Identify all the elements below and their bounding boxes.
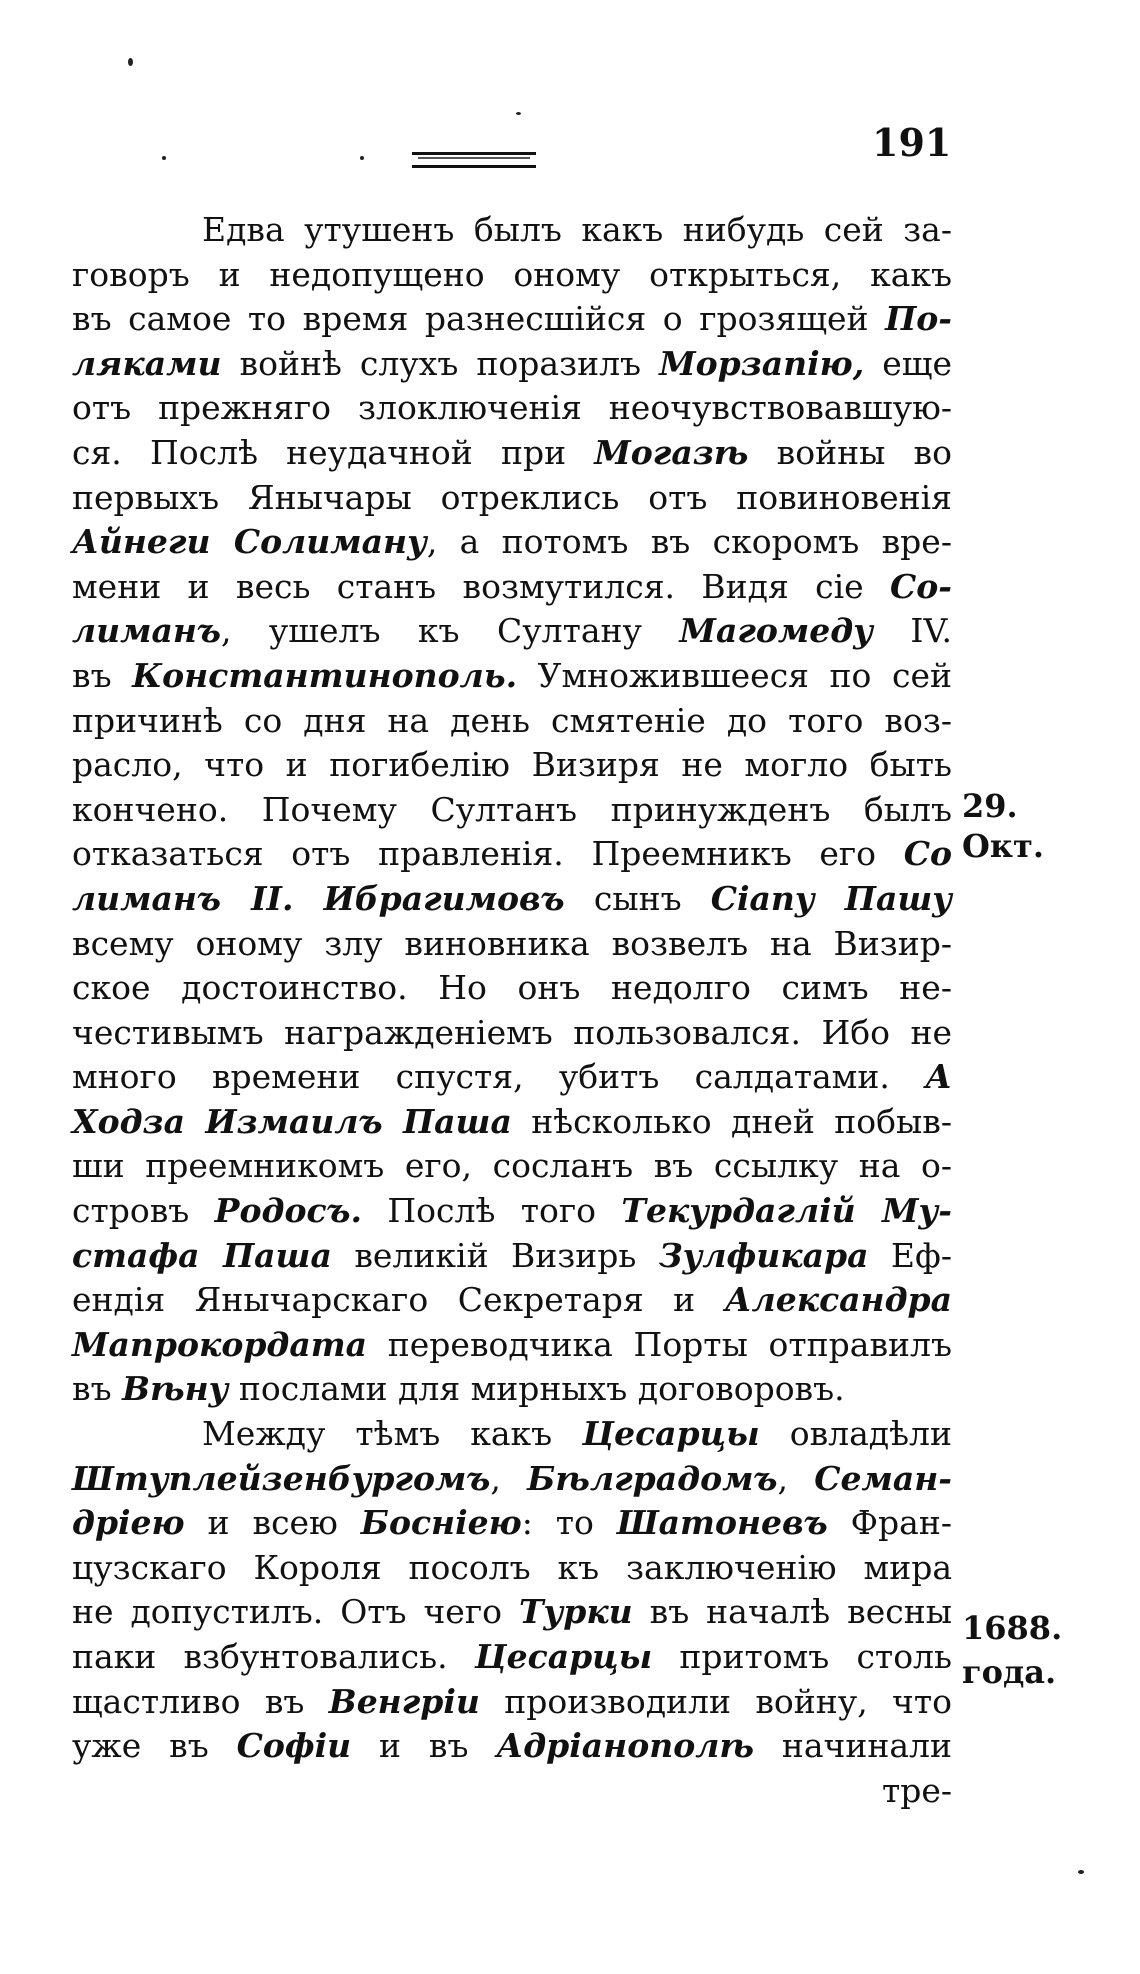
text-line <box>72 966 952 1011</box>
margin-note-date-month: Окт. <box>962 827 1044 865</box>
italic-name: дріею <box>72 1503 185 1543</box>
italic-name: Мапрокордата <box>72 1324 368 1364</box>
italic-name: Босніею <box>360 1503 522 1543</box>
text-line <box>72 476 952 521</box>
italic-name: Турки <box>518 1592 633 1632</box>
text-line <box>72 1144 952 1189</box>
margin-note-year: 1688. <box>962 1609 1063 1647</box>
text-line <box>72 1367 952 1412</box>
text-line <box>72 565 952 610</box>
text-segment: , <box>490 1458 528 1498</box>
text-line <box>72 1769 952 1814</box>
text-segment: много времени спустя, убитъ салдатами. <box>72 1057 926 1097</box>
text-line <box>72 297 952 342</box>
text-line <box>72 342 952 387</box>
text-segment: великій Визирь <box>331 1235 659 1275</box>
text-segment: ендія Янычарскаго Секретаря и <box>72 1280 725 1320</box>
text-segment: овладѣли <box>759 1414 952 1454</box>
text-segment: отказаться отъ правленія. Преемникъ его <box>72 834 904 874</box>
italic-name: Текурдаглій Му- <box>621 1191 952 1231</box>
italic-name: А <box>925 1057 952 1097</box>
text-segment: Едва утушенъ былъ какъ нибудь сей за- <box>202 210 952 249</box>
italic-name: Александра <box>724 1280 952 1320</box>
text-segment: притомъ столь <box>652 1637 952 1676</box>
italic-name: стафа Паша <box>72 1235 332 1275</box>
italic-name: Цесарцы <box>582 1414 760 1454</box>
text-segment: тре- <box>881 1770 952 1810</box>
text-line <box>72 1412 952 1457</box>
text-segment: Послѣ того <box>362 1191 622 1231</box>
text-line <box>72 1011 952 1056</box>
italic-name: Морзапію, <box>659 343 865 383</box>
text-segment: ское достоинство. Но онъ недолго симъ не- <box>72 968 952 1008</box>
italic-name: Вѣну <box>122 1369 229 1409</box>
print-speck <box>516 112 521 115</box>
text-segment: нѣсколько дней побыв- <box>511 1101 952 1141</box>
text-segment: цузскаго Короля посолъ къ заключенію мира <box>72 1547 952 1587</box>
italic-name: По- <box>885 299 952 339</box>
text-line <box>72 699 952 744</box>
header-ornament-rule <box>412 152 536 168</box>
italic-name: Адріанополѣ <box>496 1726 755 1766</box>
text-segment: ши преемникомъ его, сосланъ въ ссылку на о- <box>72 1146 952 1186</box>
text-line <box>72 877 952 922</box>
text-line <box>72 1189 952 1234</box>
text-segment: честивымъ награжденіемъ пользовался. Ибо не <box>72 1012 952 1052</box>
text-segment: , ушелъ къ Султану <box>220 611 680 651</box>
text-line <box>72 1100 952 1145</box>
text-segment: войны во <box>748 432 952 472</box>
italic-name: Венгріи <box>328 1681 480 1721</box>
text-segment: мени и весь станъ возмутился. Видя сіе <box>72 566 891 606</box>
margin-note-date-day: 29. <box>962 787 1018 825</box>
text-line <box>72 208 952 253</box>
text-segment: еще <box>864 343 952 383</box>
text-segment: Умножившееся по сей <box>517 655 952 695</box>
text-line <box>72 1501 952 1546</box>
italic-name: ляками <box>72 343 222 383</box>
text-line <box>72 788 952 833</box>
print-speck <box>128 58 133 66</box>
text-line <box>72 1724 952 1769</box>
text-segment: , <box>777 1458 815 1498</box>
italic-name: Штуплейзенбургомъ <box>72 1458 491 1498</box>
body-text <box>72 208 952 1813</box>
text-segment: Еф- <box>868 1235 953 1275</box>
text-line <box>72 520 952 565</box>
text-segment: говоръ и недопущено оному открыться, какъ <box>72 254 952 294</box>
italic-name: лиманъ <box>72 611 221 651</box>
italic-name: Семан- <box>814 1458 952 1498</box>
text-line <box>72 1680 952 1725</box>
italic-name: Могазѣ <box>594 432 749 472</box>
text-line <box>72 922 952 967</box>
text-line <box>72 1234 952 1279</box>
italic-name: Цесарцы <box>474 1637 653 1676</box>
italic-name: лиманъ II. Ибрагимовъ <box>72 878 565 918</box>
text-segment: Фран- <box>827 1503 952 1543</box>
italic-name: Софіи <box>236 1726 352 1766</box>
text-segment: кончено. Почему Султанъ принужденъ былъ <box>72 789 952 829</box>
text-line <box>72 1546 952 1591</box>
text-segment: расло, что и погибелію Визиря не могло быть <box>72 745 952 785</box>
italic-name: Бѣлградомъ <box>527 1458 778 1498</box>
text-line <box>72 1278 952 1323</box>
print-speck <box>1078 1870 1084 1874</box>
text-segment: въ <box>72 1369 123 1409</box>
text-segment: войнѣ слухъ поразилъ <box>221 343 660 383</box>
italic-name: Айнеги Солиману <box>72 522 427 562</box>
text-line <box>72 1457 952 1502</box>
text-segment: въ <box>72 655 133 695</box>
italic-name: Со <box>903 834 952 874</box>
text-segment: производили войну, что <box>479 1681 952 1721</box>
text-segment: послами для мирныхъ договоровъ. <box>228 1369 845 1409</box>
text-segment: переводчика Порты отправилъ <box>367 1324 952 1364</box>
text-line <box>72 1590 952 1635</box>
text-segment: всему оному злу виновника возвелъ на Визир- <box>72 923 952 963</box>
italic-name: Шатоневъ <box>616 1503 828 1543</box>
text-line <box>72 386 952 431</box>
text-line <box>72 431 952 476</box>
text-segment: щастливо въ <box>72 1681 329 1721</box>
text-segment: причинѣ со дня на день смятеніе до того воз- <box>72 700 952 740</box>
text-segment: и всею <box>184 1503 361 1543</box>
page-number: 191 <box>872 120 952 165</box>
text-segment: IV. <box>872 611 953 651</box>
text-segment: въ началѣ весны <box>632 1592 953 1632</box>
text-segment: : то <box>521 1503 617 1543</box>
text-line <box>72 1055 952 1100</box>
italic-name: Ходза Измаилъ Паша <box>72 1101 512 1141</box>
text-line <box>72 743 952 788</box>
italic-name: Сіапу Пашу <box>710 878 952 918</box>
text-line <box>72 609 952 654</box>
text-line <box>72 832 952 877</box>
print-speck <box>360 156 364 160</box>
text-segment: сынъ <box>564 878 711 918</box>
text-segment: уже въ <box>72 1726 237 1766</box>
italic-name: Магомеду <box>679 611 873 651</box>
italic-name: Родосъ. <box>214 1191 363 1231</box>
text-segment: стровъ <box>72 1191 215 1231</box>
text-line <box>72 1323 952 1368</box>
italic-name: Зулфикара <box>658 1235 869 1275</box>
text-line <box>72 253 952 298</box>
text-segment: и въ <box>351 1726 497 1766</box>
text-segment: Между тѣмъ какъ <box>202 1414 583 1454</box>
italic-name: Со- <box>890 566 952 606</box>
text-line <box>72 654 952 699</box>
text-segment: ся. Послѣ неудачной при <box>72 432 595 472</box>
text-line <box>72 1635 952 1680</box>
text-segment: въ самое то время разнесшійся о грозящей <box>72 299 886 339</box>
text-segment: , а потомъ въ скоромъ вре- <box>426 522 952 562</box>
italic-name: Константинополь. <box>132 655 518 695</box>
print-speck <box>162 156 166 160</box>
text-segment: паки взбунтовались. <box>72 1637 475 1676</box>
text-segment: отъ прежняго злоключенія неочувствовавшую- <box>72 388 952 428</box>
text-segment: первыхъ Янычары отреклись отъ повиновенія <box>72 477 952 517</box>
text-segment: не допустилъ. Отъ чего <box>72 1592 519 1632</box>
text-segment: начинали <box>754 1726 952 1766</box>
margin-note-year-word: года. <box>962 1653 1057 1691</box>
